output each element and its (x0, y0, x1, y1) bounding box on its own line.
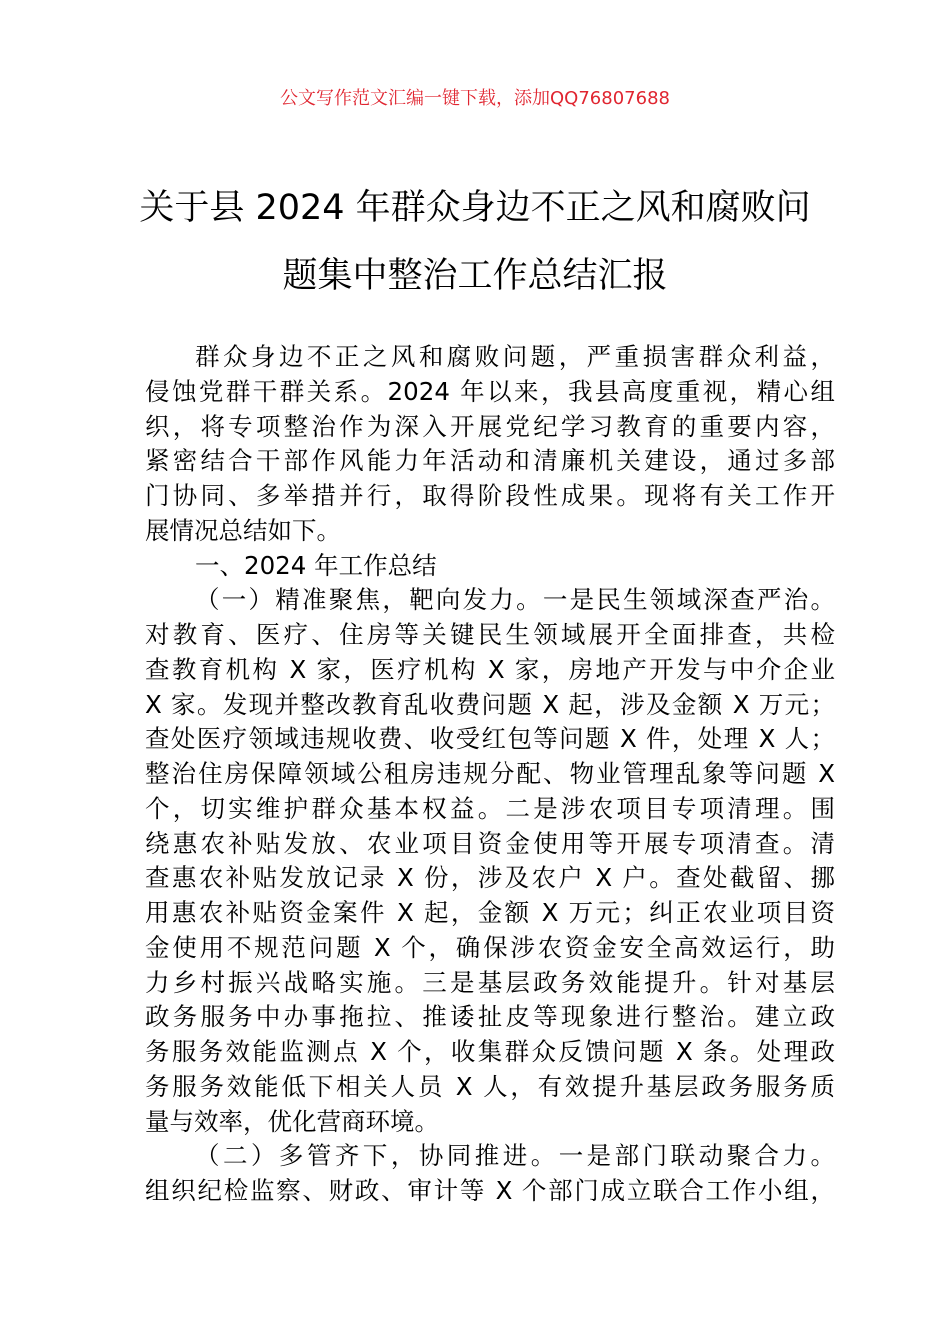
body-text-line: 查处医疗领域违规收费、收受红包等问题 X 件，处理 X 人； (145, 724, 835, 754)
body-text-line: （二）多管齐下，协同推进。一是部门联动聚合力。 (195, 1141, 835, 1171)
body-text-line: 对教育、医疗、住房等关键民生领域展开全面排查，共检 (145, 620, 835, 649)
body-text-line: 侵蚀党群干群关系。2024 年以来，我县高度重视，精心组 (145, 376, 835, 406)
body-text-line: 群众身边不正之风和腐败问题，严重损害群众利益， (195, 342, 835, 371)
body-text-line: （一）精准聚焦，靶向发力。一是民生领域深查严治。 (195, 585, 835, 615)
body-text-line: 织，将专项整治作为深入开展党纪学习教育的重要内容， (145, 411, 835, 441)
body-text-line: 查教育机构 X 家，医疗机构 X 家，房地产开发与中介企业 (145, 654, 835, 684)
body-text-line: 用惠农补贴资金案件 X 起，金额 X 万元；纠正农业项目资 (145, 898, 835, 927)
body-text-line: 查惠农补贴发放记录 X 份，涉及农户 X 户。查处截留、挪 (145, 863, 835, 893)
body-text-line: 务服务效能监测点 X 个，收集群众反馈问题 X 条。处理政 (145, 1037, 835, 1066)
body-text-line: 门协同、多举措并行，取得阶段性成果。现将有关工作开 (145, 481, 835, 510)
body-text-line: 绕惠农补贴发放、农业项目资金使用等开展专项清查。清 (145, 828, 835, 858)
body-text-line: 金使用不规范问题 X 个，确保涉农资金安全高效运行，助 (145, 932, 835, 962)
document-title-line-2: 题集中整治工作总结汇报 (282, 256, 668, 296)
body-text-line: 整治住房保障领域公租房违规分配、物业管理乱象等问题 X (145, 759, 835, 788)
body-text-line: 务服务效能低下相关人员 X 人，有效提升基层政务服务质 (145, 1071, 835, 1101)
body-text-line: 力乡村振兴战略实施。三是基层政务效能提升。针对基层 (145, 967, 835, 997)
body-text-line: 紧密结合干部作风能力年活动和清廉机关建设，通过多部 (145, 446, 835, 476)
body-text-line: X 家。发现并整改教育乱收费问题 X 起，涉及金额 X 万元； (145, 689, 835, 719)
body-text-line: 量与效率，优化营商环境。 (145, 1106, 439, 1136)
body-text-line: 个，切实维护群众基本权益。二是涉农项目专项清理。围 (145, 793, 835, 823)
body-text-line: 展情况总结如下。 (145, 515, 341, 545)
body-text-line: 一、2024 年工作总结 (195, 550, 437, 580)
body-text-line: 组织纪检监察、财政、审计等 X 个部门成立联合工作小组， (145, 1176, 835, 1205)
body-text-line: 政务服务中办事拖拉、推诿扯皮等现象进行整治。建立政 (145, 1002, 835, 1032)
watermark-download-notice: 公文写作范文汇编一键下载，添加QQ76807688 (280, 88, 670, 109)
document-body (145, 340, 835, 1209)
document-title-line-1: 关于县 2024 年群众身边不正之风和腐败问 (139, 188, 811, 228)
